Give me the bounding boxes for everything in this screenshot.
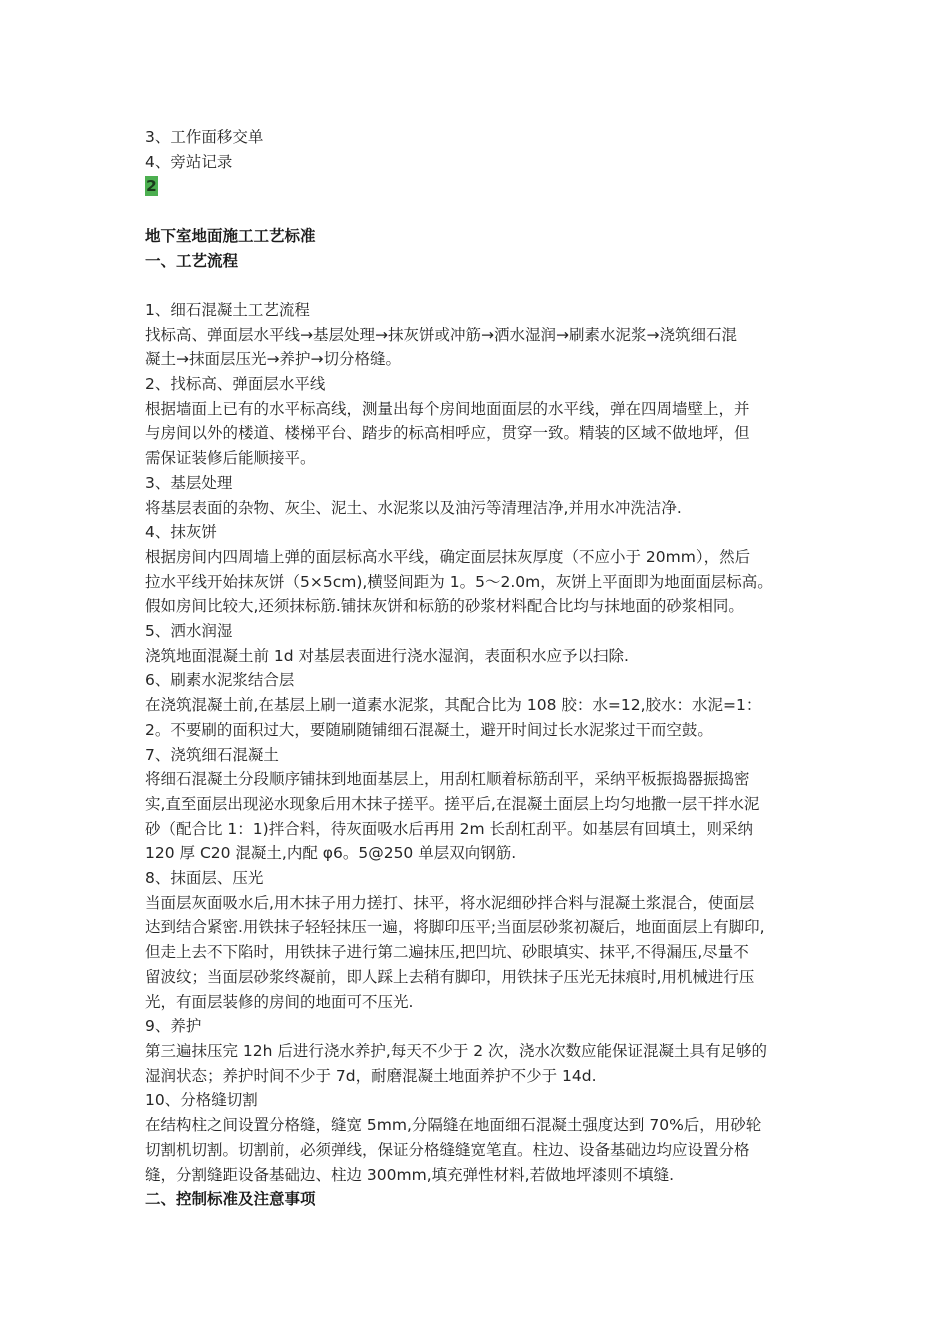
step-text-line: 砂（配合比 1：1)拌合料，待灰面吸水后再用 2m 长刮杠刮平。如基层有回填土，则采纳 <box>145 819 754 838</box>
step-text-line: 根据墙面上已有的水平标高线，测量出每个房间地面面层的水平线，弹在四周墙壁上，并 <box>145 399 750 418</box>
step-text-line: 湿润状态；养护时间不少于 7d，耐磨混凝土地面养护不少于 14d. <box>145 1066 597 1085</box>
step-text-line: 将基层表面的杂物、灰尘、泥土、水泥浆以及油污等清理洁净,并用水冲洗洁净. <box>145 498 682 517</box>
section-1-heading: 一、工艺流程 <box>145 251 239 270</box>
step-text-line: 需保证装修后能顺接平。 <box>145 449 316 468</box>
step-text-line: 在结构柱之间设置分格缝，缝宽 5mm,分隔缝在地面细石混凝土强度达到 70%后，用砂轮 <box>145 1116 762 1135</box>
process-step <box>145 471 820 520</box>
step-text-line: 2。不要刷的面积过大，要随刷随铺细石混凝土，避开时间过长水泥浆过干而空鼓。 <box>145 720 713 739</box>
step-heading: 6、刷素水泥浆结合层 <box>145 671 295 690</box>
page-marker-badge: 2 <box>146 177 157 196</box>
step-text-line: 切割机切割。切割前，必须弹线，保证分格缝缝宽笔直。柱边、设备基础边均应设置分格 <box>145 1140 750 1159</box>
intro-item-3: 3、工作面移交单 <box>145 128 264 146</box>
step-text-line: 假如房间比较大,还须抹标筋.铺抹灰饼和标筋的砂浆材料配合比均与抹地面的砂浆相同。 <box>145 597 744 616</box>
step-text-line: 找标高、弹面层水平线→基层处理→抹灰饼或冲筋→洒水湿润→刷素水泥浆→浇筑细石混 <box>145 325 737 344</box>
document-page <box>145 125 820 1212</box>
process-step <box>145 1088 820 1187</box>
process-step <box>145 619 820 668</box>
step-heading: 10、分格缝切割 <box>145 1091 258 1110</box>
step-text-line: 第三遍抹压完 12h 后进行浇水养护,每天不少于 2 次，浇水次数应能保证混凝土具有足够的 <box>145 1041 768 1060</box>
step-text-line: 实,直至面层出现泌水现象后用木抹子搓平。搓平后,在混凝土面层上均匀地撒一层干拌水泥 <box>145 794 760 813</box>
step-text-line: 但走上去不下陷时，用铁抹子进行第二遍抹压,把凹坑、砂眼填实、抹平,不得漏压,尽量不 <box>145 943 749 962</box>
step-text-line: 在浇筑混凝土前,在基层上刷一道素水泥浆，其配合比为 108 胶：水=12,胶水：水泥=1： <box>145 696 762 715</box>
step-text-line: 根据房间内四周墙上弹的面层标高水平线，确定面层抹灰厚度（不应小于 20mm），然后 <box>145 547 751 566</box>
step-heading: 5、洒水润湿 <box>145 622 233 641</box>
process-steps <box>145 298 820 1187</box>
page-marker-row <box>145 174 820 199</box>
section-2-heading: 二、控制标准及注意事项 <box>145 1190 316 1209</box>
spacer <box>145 199 820 224</box>
step-heading: 1、细石混凝土工艺流程 <box>145 300 310 319</box>
step-text-line: 120 厚 C20 混凝土,内配 φ6。5@250 单层双向钢筋. <box>145 844 517 863</box>
step-heading: 9、养护 <box>145 1017 202 1036</box>
step-heading: 4、抹灰饼 <box>145 523 217 542</box>
step-text-line: 与房间以外的楼道、楼梯平台、踏步的标高相呼应，贯穿一致。精装的区域不做地坪，但 <box>145 424 750 443</box>
step-text-line: 浇筑地面混凝土前 1d 对基层表面进行浇水湿润，表面积水应予以扫除. <box>145 646 629 665</box>
step-text-line: 拉水平线开始抹灰饼（5×5cm),横竖间距为 1。5～2.0m，灰饼上平面即为地面面层标高。 <box>145 572 773 591</box>
step-heading: 7、浇筑细石混凝土 <box>145 745 279 764</box>
spacer <box>145 273 820 298</box>
process-step <box>145 1014 820 1088</box>
step-heading: 2、找标高、弹面层水平线 <box>145 375 326 393</box>
step-text-line: 当面层灰面吸水后,用木抹子用力搓打、抹平，将水泥细砂拌合料与混凝土浆混合，使面层 <box>145 893 755 912</box>
step-heading: 3、基层处理 <box>145 473 233 492</box>
process-step <box>145 743 820 867</box>
intro-item-4: 4、旁站记录 <box>145 152 233 171</box>
step-text-line: 达到结合紧密.用铁抹子轻轻抹压一遍，将脚印压平;当面层砂浆初凝后，地面面层上有脚印, <box>145 918 765 937</box>
process-step <box>145 866 820 1014</box>
document-title: 地下室地面施工工艺标准 <box>145 226 316 245</box>
process-step <box>145 520 820 619</box>
step-text-line: 光，有面层装修的房间的地面可不压光. <box>145 992 414 1011</box>
step-text-line: 留波纹；当面层砂浆终凝前，即人踩上去稍有脚印，用铁抹子压光无抹痕时,用机械进行压 <box>145 967 755 986</box>
process-step <box>145 668 820 742</box>
step-heading: 8、抹面层、压光 <box>145 869 264 888</box>
step-text-line: 凝土→抹面层压光→养护→切分格缝。 <box>145 350 401 369</box>
step-text-line: 将细石混凝土分段顺序铺抹到地面基层上，用刮杠顺着标筋刮平，采纳平板振捣器振捣密 <box>145 770 750 789</box>
process-step <box>145 298 820 372</box>
process-step <box>145 372 820 471</box>
step-text-line: 缝，分割缝距设备基础边、柱边 300mm,填充弹性材料,若做地坪漆则不填缝. <box>145 1165 674 1184</box>
